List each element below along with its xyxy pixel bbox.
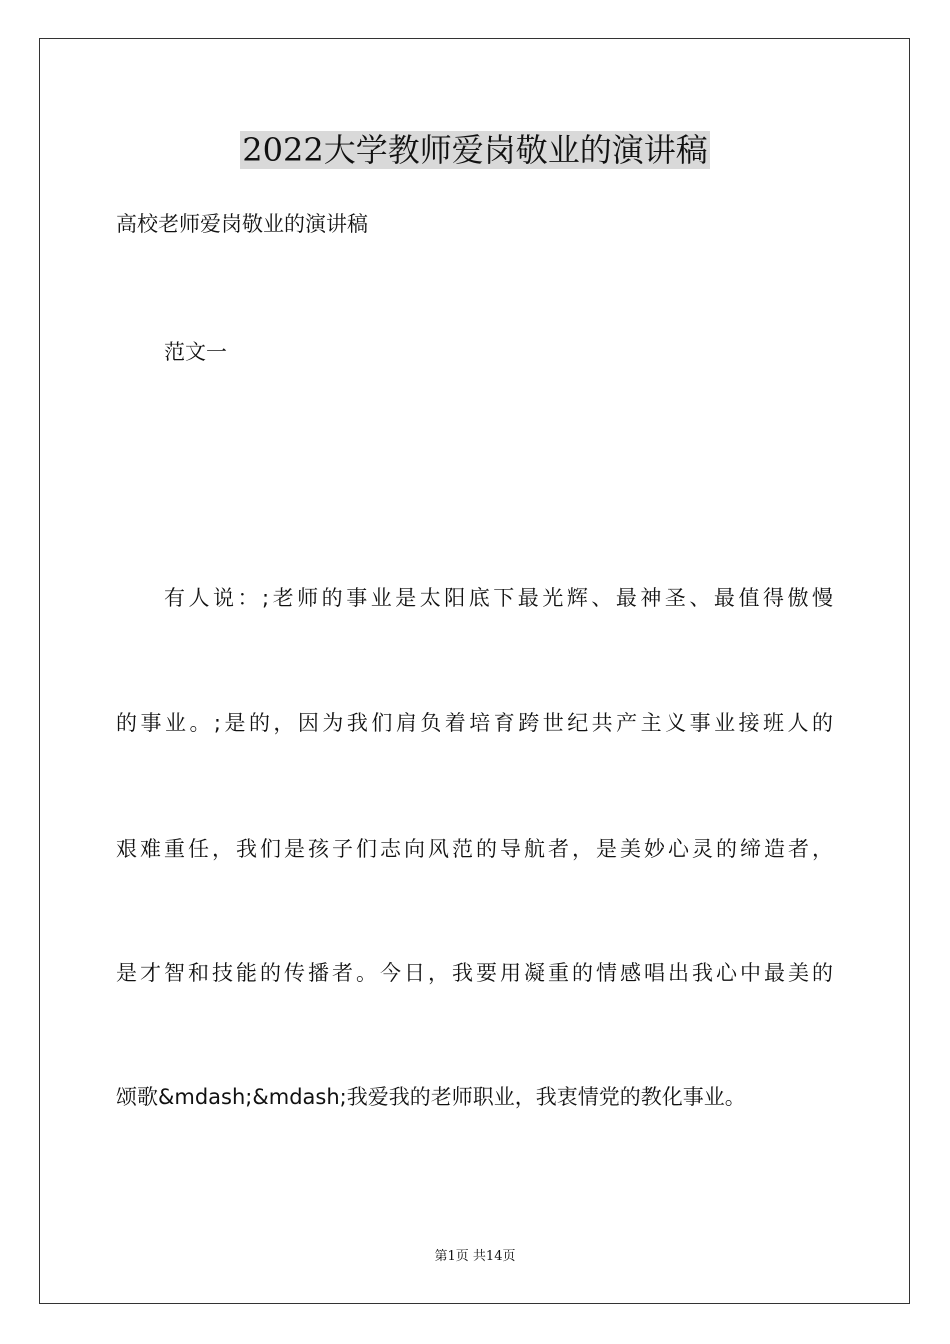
paragraph-line: 艰难重任，我们是孩子们志向风范的导航者，是美妙心灵的缔造者， (116, 837, 833, 861)
document-subtitle: 高校老师爱岗敬业的演讲稿 (116, 212, 368, 236)
section-label: 范文一 (164, 340, 227, 364)
paragraph-line: 颂歌&mdash;&mdash;我爱我的老师职业，我衷情党的教化事业。 (116, 1085, 746, 1109)
paragraph-line: 有人说：;老师的事业是太阳底下最光辉、最神圣、最值得傲慢 (164, 586, 833, 610)
document-title-text: 2022大学教师爱岗敬业的演讲稿 (242, 131, 708, 169)
paragraph-line: 是才智和技能的传播者。今日，我要用凝重的情感唱出我心中最美的 (116, 961, 833, 985)
page-footer: 第1页 共14页 (434, 1249, 516, 1264)
document-title (0, 128, 950, 172)
paragraph-line: 的事业。;是的，因为我们肩负着培育跨世纪共产主义事业接班人的 (116, 711, 833, 735)
